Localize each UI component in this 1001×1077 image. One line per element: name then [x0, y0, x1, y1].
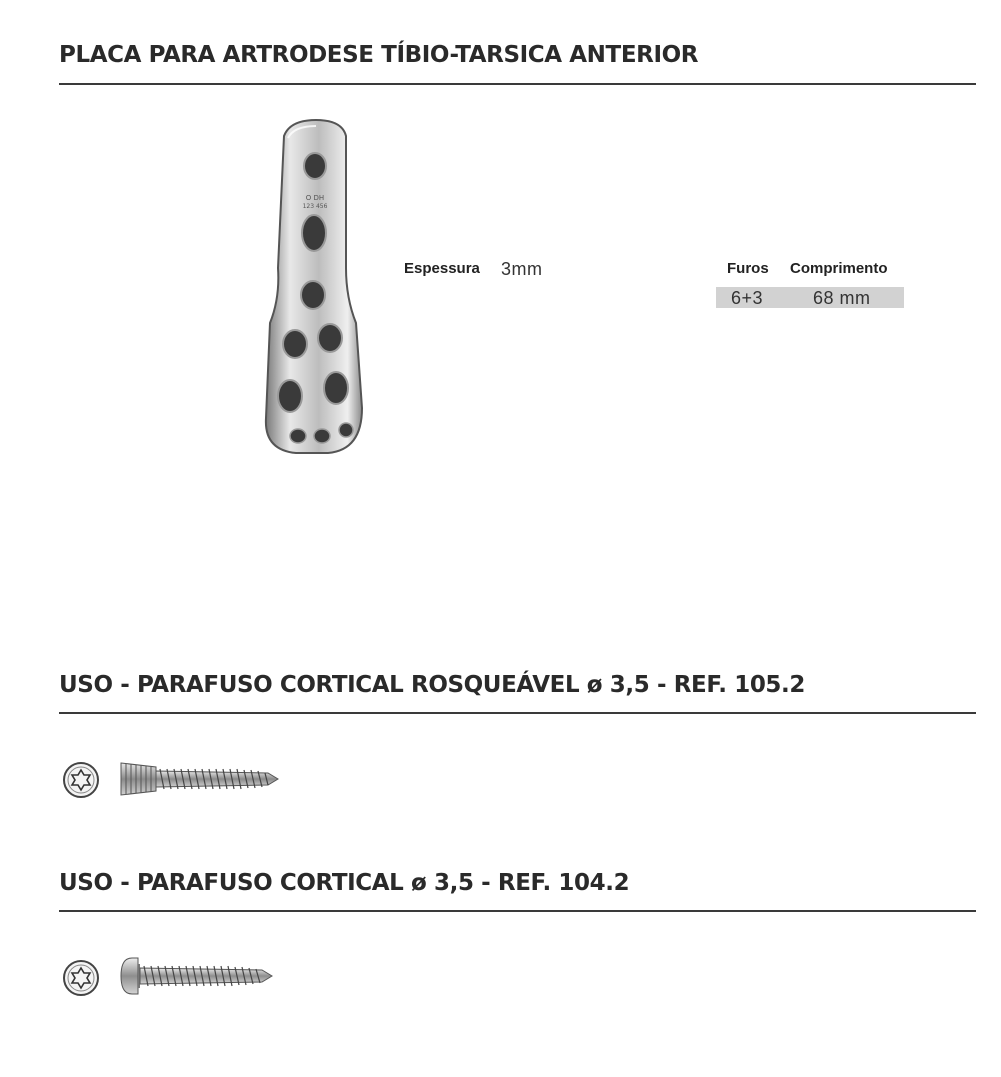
- table-cell-furos: 6+3: [731, 288, 764, 308]
- table-cell-comprimento: 68 mm: [813, 288, 871, 308]
- thickness-label: Espessura: [404, 260, 480, 277]
- section-divider: [59, 712, 976, 714]
- svg-text:O DH: O DH: [305, 194, 325, 202]
- section-divider: [59, 83, 976, 85]
- table-header-comprimento: Comprimento: [790, 260, 888, 277]
- thickness-value: 3mm: [501, 259, 543, 279]
- locking-screw-icon: [118, 757, 283, 801]
- section-title-cortical-screw: USO - PARAFUSO CORTICAL ø 3,5 - REF. 104.2: [59, 870, 630, 896]
- table-header-furos: Furos: [727, 260, 769, 277]
- torx-head-icon: [61, 958, 101, 998]
- section-divider: [59, 910, 976, 912]
- section-title-locking-screw: USO - PARAFUSO CORTICAL ROSQUEÁVEL ø 3,5 - REF. 105.2: [59, 672, 805, 698]
- torx-head-icon: [61, 760, 101, 800]
- bone-plate-icon: [258, 118, 368, 458]
- section-title-plate: PLACA PARA ARTRODESE TÍBIO-TARSICA ANTERIOR: [59, 42, 699, 68]
- svg-text:123 456: 123 456: [302, 203, 328, 210]
- cortical-screw-icon: [118, 954, 283, 998]
